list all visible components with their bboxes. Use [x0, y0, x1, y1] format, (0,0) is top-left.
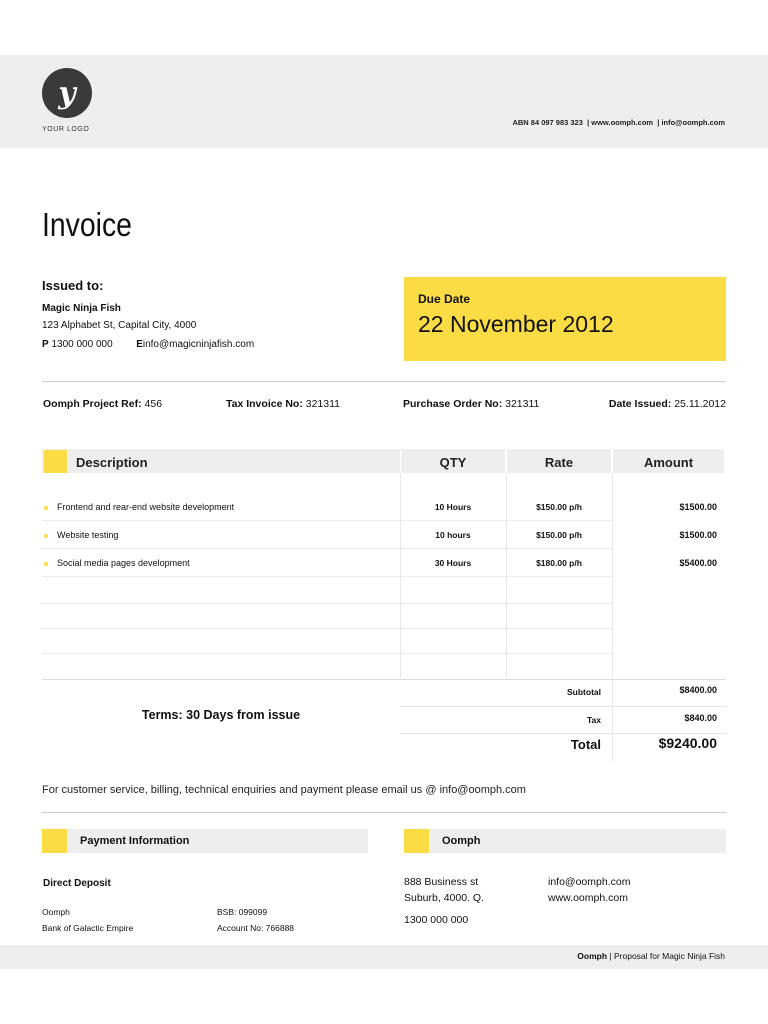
divider: [42, 381, 726, 382]
company-logo: [42, 68, 92, 118]
line-item-amount: $5400.00: [679, 558, 717, 568]
subtotal-value: $8400.00: [679, 685, 717, 695]
line-item-qty: 30 Hours: [434, 558, 472, 568]
total-label: Total: [570, 737, 601, 752]
due-date-label: Due Date: [418, 292, 471, 306]
row-divider: [42, 653, 612, 654]
logo-letter: y: [58, 75, 76, 111]
page-title: Invoice: [42, 206, 132, 243]
payment-method: Direct Deposit: [43, 878, 111, 889]
client-contact: [42, 339, 254, 350]
tax-invoice-ref: [226, 398, 340, 410]
header-contact-line: ABN 84 097 983 323 | www.oomph.com | info@oomph.com: [512, 118, 725, 127]
header-email-link[interactable]: info@oomph.com: [661, 118, 725, 127]
total-value: $9240.00: [658, 735, 717, 751]
table-bottom-divider: [42, 679, 726, 680]
company-accent-square: [404, 829, 429, 853]
issued-to-label: Issued to:: [42, 278, 104, 293]
payment-terms: Terms: 30 Days from issue: [141, 708, 301, 722]
footer-proposal: Proposal for Magic Ninja Fish: [613, 951, 725, 961]
purchase-order-ref: [403, 398, 539, 410]
totals-divider: [400, 733, 726, 734]
line-item-description: Social media pages development: [57, 558, 190, 568]
email-label: E: [136, 339, 143, 350]
header-website-link[interactable]: www.oomph.com: [591, 118, 654, 127]
client-address: 123 Alphabet St, Capital City, 4000: [42, 320, 197, 331]
bank-name: Bank of Galactic Empire: [42, 923, 134, 933]
description-accent-square: [44, 450, 67, 473]
row-divider: [42, 628, 612, 629]
customer-service-note: For customer service, billing, technical enquiries and payment please email us @ info@oomph.com: [42, 784, 526, 796]
row-divider: [42, 548, 612, 549]
project-ref: [43, 398, 162, 410]
purchase-order-label: Purchase Order No:: [403, 398, 503, 410]
client-name: Magic Ninja Fish: [42, 303, 121, 314]
tax-invoice-label: Tax Invoice No:: [226, 398, 303, 410]
due-date-value: 22 November 2012: [418, 311, 614, 337]
client-email-link[interactable]: info@magicninjafish.com: [142, 339, 255, 350]
header-band: [0, 55, 768, 148]
abn-number: ABN 84 097 983 323: [512, 118, 583, 127]
bullet-icon: [44, 534, 48, 538]
company-email-link[interactable]: info@oomph.com: [548, 876, 631, 888]
row-divider: [42, 603, 612, 604]
payment-section-title: Payment Information: [80, 835, 190, 847]
date-issued-label: Date Issued:: [608, 398, 672, 410]
bsb-number: BSB: 099099: [217, 907, 268, 917]
line-item-description: Frontend and rear-end website development: [57, 502, 235, 512]
line-item-qty: 10 hours: [435, 530, 471, 540]
account-number: Account No: 766888: [217, 923, 295, 933]
line-item-rate: $180.00 p/h: [536, 558, 582, 568]
footer-separator: |: [609, 951, 612, 961]
payment-accent-square: [42, 829, 67, 853]
company-phone: 1300 000 000: [404, 914, 469, 926]
date-issued-value: 25.11.2012: [674, 398, 726, 410]
column-header-rate: Rate: [544, 455, 574, 470]
date-issued-ref: [609, 398, 726, 410]
line-item-qty: 10 Hours: [434, 502, 472, 512]
company-website-link[interactable]: www.oomph.com: [548, 892, 628, 904]
totals-divider: [400, 706, 726, 707]
column-header-description: Description: [76, 455, 148, 470]
line-item-rate: $150.00 p/h: [536, 502, 582, 512]
tax-invoice-value: 321311: [305, 398, 341, 410]
company-street: 888 Business st: [404, 876, 479, 888]
client-phone: 1300 000 000: [51, 339, 113, 350]
line-item-rate: $150.00 p/h: [536, 530, 582, 540]
footer-text: [577, 951, 725, 961]
column-header-qty: QTY: [439, 455, 467, 470]
project-ref-label: Oomph Project Ref:: [43, 398, 142, 410]
account-name: Oomph: [42, 907, 70, 917]
bullet-icon: [44, 562, 48, 566]
company-suburb: Suburb, 4000. Q.: [404, 892, 484, 904]
bullet-icon: [44, 506, 48, 510]
divider: [42, 812, 726, 813]
row-divider: [42, 520, 612, 521]
row-divider: [42, 576, 612, 577]
line-item-amount: $1500.00: [679, 530, 717, 540]
tax-value: $840.00: [684, 713, 717, 723]
tax-label: Tax: [586, 715, 601, 725]
column-header-amount: Amount: [643, 455, 694, 470]
footer-company: Oomph: [577, 951, 608, 961]
logo-caption: YOUR LOGO: [42, 126, 90, 133]
subtotal-label: Subtotal: [567, 687, 601, 697]
company-section-title: Oomph: [442, 835, 481, 847]
line-item-amount: $1500.00: [679, 502, 717, 512]
line-item-description: Website testing: [57, 530, 119, 540]
purchase-order-value: 321311: [505, 398, 540, 410]
project-ref-value: 456: [144, 398, 163, 410]
phone-label: P: [42, 339, 49, 350]
